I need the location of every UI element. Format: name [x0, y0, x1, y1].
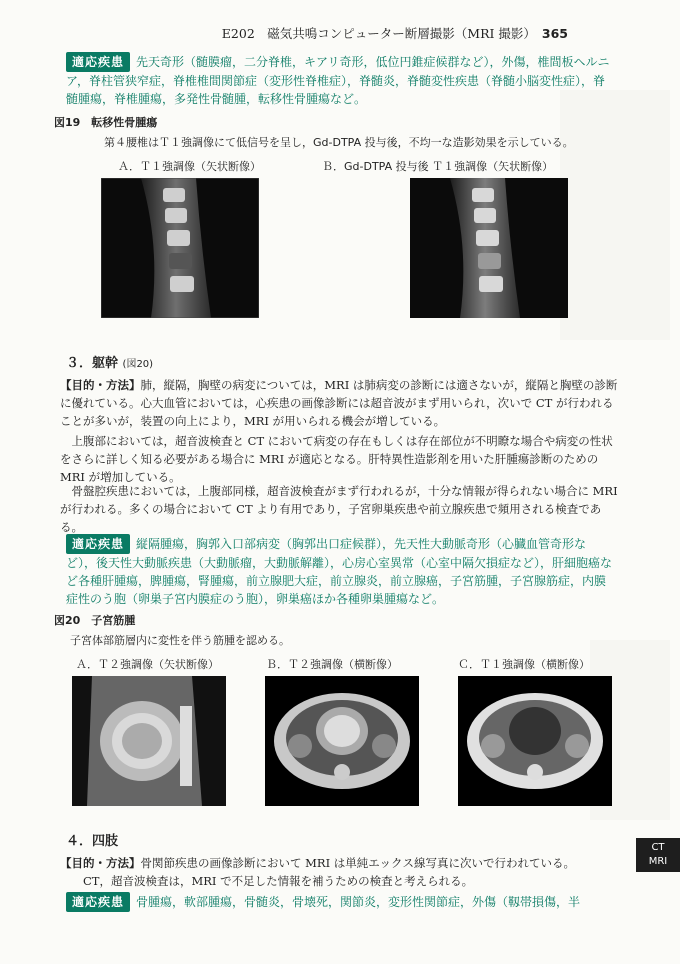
running-header — [222, 24, 568, 42]
show-through-block — [560, 90, 670, 340]
limbs-p1-text: 骨関節疾患の画像診断において MRI は単純エックス線写真に次いで行われている。 — [140, 856, 575, 870]
header-title: E202 磁気共鳴コンピューター断層撮影（MRI 撮影） — [221, 26, 536, 41]
side-index-tab — [636, 838, 680, 872]
fig19-label: 図19 転移性骨腫瘍 — [54, 116, 158, 129]
limbs-paragraph-2: CT，超音波検査は，MRI で不足した情報を補うための検査と考えられる。 — [83, 874, 474, 888]
section-heading-limbs: ４．四肢 — [66, 834, 119, 849]
trunk-indications — [66, 534, 616, 608]
side-tab-line1: CT — [651, 842, 665, 853]
limbs-indications — [66, 892, 626, 912]
mri-image-uterus-axial-t1 — [458, 676, 612, 806]
spine-indications-text: 先天奇形（髄膜瘤，二分脊椎，キアリ奇形，低位円錐症候群など），外傷，椎間板ヘルニア，脊柱管狭窄症，脊椎椎間関節症（変形性脊椎症），脊髄炎，脊髄変性疾患（脊髄小脳変性症），脊髄腫瘍，脊椎腫瘍，多発性骨髄腫，転移性骨腫瘍など。 — [66, 55, 610, 106]
trunk-indications-text: 縦隔腫瘍，胸郭入口部病変（胸郭出口症候群），先天性大動脈奇形（心臓血管奇形など），後天性大動脈疾患（大動脈瘤，大動脈解離），心房心室異常（心室中隔欠損症など），肝細胞癌など各種肝腫瘍，脾腫瘍，腎腫瘍，前立腺肥大症，前立腺炎，前立腺癌，子宮筋腫，子宮腺筋症，内膜症性のう胞（卵巣子宮内膜症のう胞），卵巣癌ほか各種卵巣腫瘍など。 — [66, 537, 613, 606]
mri-image-spine-gd-t1 — [410, 178, 568, 318]
side-tab-line2: MRI — [648, 856, 668, 867]
trunk-heading-ref: (図20) — [122, 359, 154, 370]
limbs-paragraph-1 — [60, 854, 620, 872]
mri-image-spine-t1 — [101, 178, 259, 318]
fig20-panel-c-label: Ｃ．Ｔ１強調像（横断像） — [458, 658, 590, 671]
trunk-purpose-label: 【目的・方法】 — [60, 378, 141, 392]
mri-image-uterus-axial-t2 — [265, 676, 419, 806]
indication-tag: 適応疾患 — [66, 52, 130, 72]
indication-tag: 適応疾患 — [66, 534, 130, 554]
limbs-indications-text: 骨腫瘍，軟部腫瘍，骨髄炎，骨壊死，関節炎，変形性関節症，外傷（靱帯損傷，半 — [136, 895, 581, 909]
fig20-description: 子宮体部筋層内に変性を伴う筋腫を認める。 — [70, 634, 290, 647]
fig19-panel-b-label: Ｂ．Gd-DTPA 投与後 Ｔ１強調像（矢状断像） — [322, 160, 554, 173]
limbs-purpose-label: 【目的・方法】 — [60, 856, 141, 870]
fig19-description: 第４腰椎はＴ１強調像にて低信号を呈し，Gd-DTPA 投与後，不均一な造影効果を示している。 — [104, 136, 574, 149]
fig20-panel-a-label: Ａ．Ｔ２強調像（矢状断像） — [76, 658, 219, 671]
page-number: 365 — [541, 26, 568, 41]
fig19-panel-a-label: Ａ．Ｔ１強調像（矢状断像） — [118, 160, 261, 173]
fig20-label: 図20 子宮筋腫 — [54, 614, 136, 627]
trunk-heading-text: ３．躯幹 — [66, 356, 119, 371]
mri-image-uterus-sagittal — [72, 676, 226, 806]
spine-indications — [66, 52, 616, 108]
trunk-paragraph-3: 骨盤腔疾患においては，上腹部同様，超音波検査がまず行われるが，十分な情報が得られない場合に MRI が行われる。多くの場合において CT より有用であり，子宮卵巣疾患や前立腺疾患で頻用される検査である。 — [60, 484, 618, 534]
indication-tag: 適応疾患 — [66, 892, 130, 912]
section-heading-trunk — [66, 352, 153, 371]
fig20-panel-b-label: Ｂ．Ｔ２強調像（横断像） — [266, 658, 398, 671]
trunk-paragraph-2: 上腹部においては，超音波検査と CT において病変の存在もしくは存在部位が不明瞭な場合や病変の性状をさらに詳しく知る必要がある場合に MRI が適応となる。肝特異性造影剤を用いた肝腫瘍診断のための MRI が増加している。 — [60, 434, 613, 484]
trunk-p1-text: 肺，縦隔，胸壁の病変については，MRI は肺病変の診断には適さないが，縦隔と胸壁の診断に優れている。心大血管においては，心疾患の画像診断には超音波がまず用いられ，次いで CT が行われることが多いが，装置の向上により，MRI が用いられる機会が増している。 — [60, 378, 618, 428]
trunk-paragraph-1 — [60, 376, 620, 430]
